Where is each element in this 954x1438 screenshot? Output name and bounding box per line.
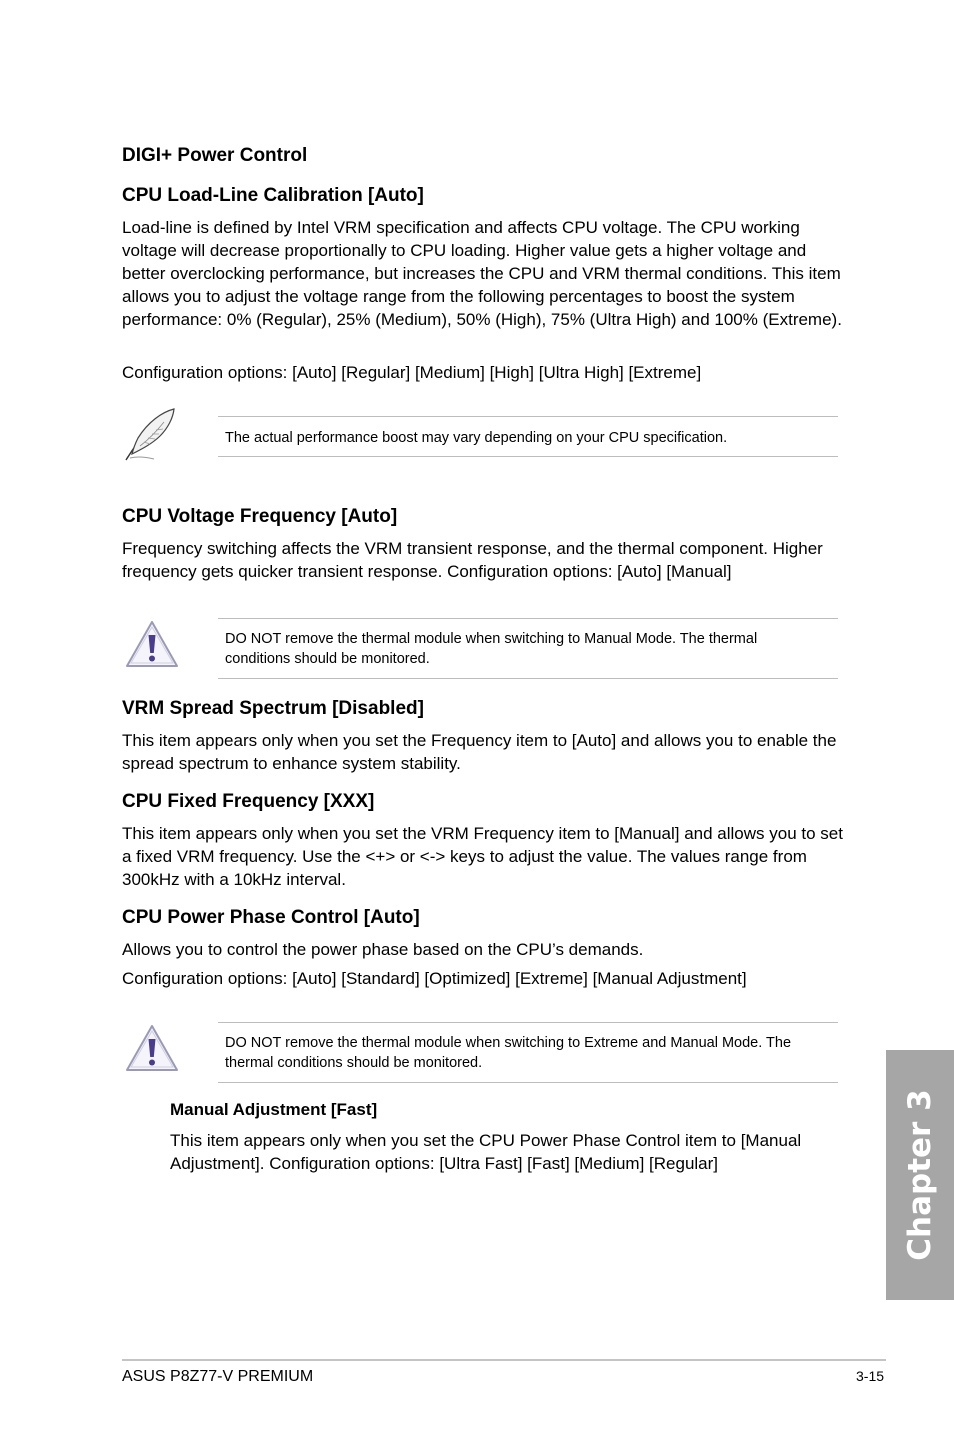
warning-triangle-icon bbox=[124, 1022, 180, 1079]
footer-product-name: ASUS P8Z77-V PREMIUM bbox=[122, 1368, 314, 1385]
paragraph-cff-description: This item appears only when you set the VRM Frequency item to [Manual] and allows you to set a fixed VRM frequency. Use the <+> or <-> keys to adjust the value. The values range from 300kHz with a 10kHz interval. bbox=[122, 824, 843, 889]
heading-cpu-fixed-frequency: CPU Fixed Frequency [XXX] bbox=[122, 791, 375, 812]
chapter-tab bbox=[886, 1050, 954, 1300]
footer-page-number: 3-15 bbox=[856, 1368, 885, 1384]
paragraph-vrm-description: This item appears only when you set the Frequency item to [Auto] and allows you to enable the spread spectrum to enhance system stability. bbox=[122, 731, 837, 773]
paragraph-llc-description: Load-line is defined by Intel VRM specification and affects CPU voltage. The CPU working voltage will decrease proportionally to CPU loading. Higher value gets a higher voltage and better overclocking performance, but increases the CPU and VRM thermal conditions. This item allows you to adjust the voltage range from the following percentages to boost the system performance: 0% (Regular), 25% (Medium), 50% (High), 75% (Ultra High) and 100% (Extreme). bbox=[122, 218, 842, 329]
heading-cpu-load-line-calibration: CPU Load-Line Calibration [Auto] bbox=[122, 185, 424, 206]
note-box bbox=[218, 416, 838, 457]
footer-divider bbox=[122, 1359, 886, 1361]
note-text: The actual performance boost may vary depending on your CPU specification. bbox=[225, 430, 728, 446]
warning-box bbox=[218, 618, 838, 679]
feather-pen-icon bbox=[122, 406, 180, 469]
heading-vrm-spread-spectrum: VRM Spread Spectrum [Disabled] bbox=[122, 698, 424, 719]
paragraph-cppc-options: Configuration options: [Auto] [Standard] [Optimized] [Extreme] [Manual Adjustment] bbox=[122, 969, 747, 988]
section-title-digi-power-control: DIGI+ Power Control bbox=[122, 145, 308, 166]
heading-manual-adjustment: Manual Adjustment [Fast] bbox=[170, 1100, 378, 1119]
warning-text: DO NOT remove the thermal module when switching to Manual Mode. The thermal conditions should be monitored. bbox=[225, 631, 758, 667]
paragraph-llc-options: Configuration options: [Auto] [Regular] [Medium] [High] [Ultra High] [Extreme] bbox=[122, 363, 702, 382]
warning-triangle-icon bbox=[124, 618, 180, 675]
chapter-label: Chapter 3 bbox=[902, 1089, 938, 1261]
paragraph-cppc-description: Allows you to control the power phase based on the CPU’s demands. bbox=[122, 940, 644, 959]
paragraph-manual-adjustment: This item appears only when you set the CPU Power Phase Control item to [Manual Adjustment]. Configuration options: [Ultra Fast] [Fast] [Medium] [Regular] bbox=[170, 1131, 802, 1173]
heading-cpu-power-phase-control: CPU Power Phase Control [Auto] bbox=[122, 907, 420, 928]
paragraph-cvf-description: Frequency switching affects the VRM transient response, and the thermal component. Higher frequency gets quicker transient response. Configuration options: [Auto] [Manual] bbox=[122, 539, 823, 581]
heading-cpu-voltage-frequency: CPU Voltage Frequency [Auto] bbox=[122, 506, 398, 527]
warning-box bbox=[218, 1022, 838, 1083]
warning-text: DO NOT remove the thermal module when switching to Extreme and Manual Mode. The thermal conditions should be monitored. bbox=[225, 1035, 792, 1071]
